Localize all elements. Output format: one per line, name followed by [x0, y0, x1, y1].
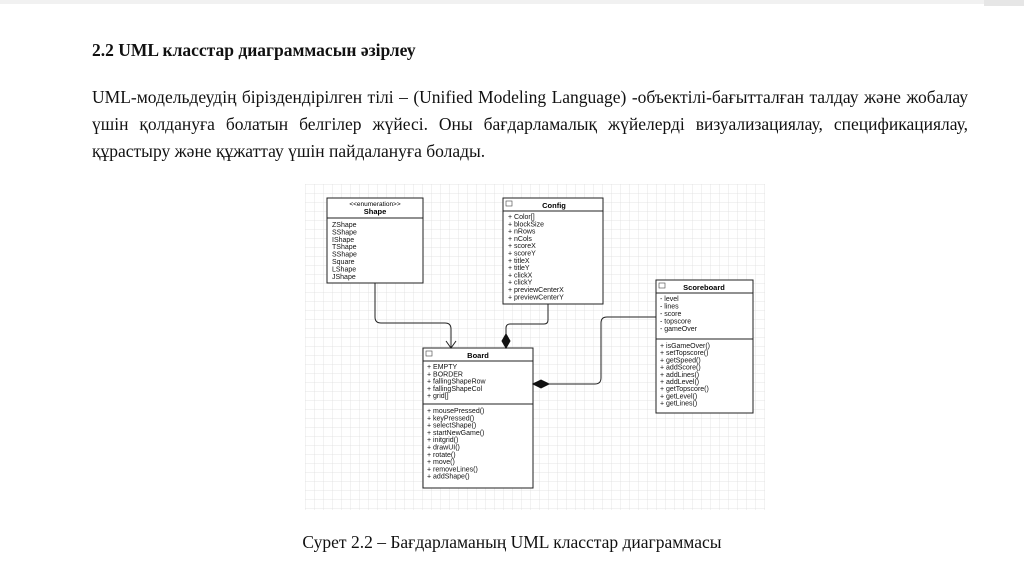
class-method: + selectShape() — [427, 422, 477, 430]
class-attribute: - lines — [660, 303, 679, 311]
class-method: + keyPressed() — [427, 415, 475, 423]
enum-literal: SShape — [332, 251, 357, 259]
corner-tab — [984, 0, 1024, 6]
class-method: + addLines() — [660, 371, 700, 379]
class-method: + getLevel() — [660, 393, 698, 401]
scoreboard-class-name: Scoreboard — [683, 283, 725, 292]
class-attribute: + scoreX — [508, 243, 536, 251]
enum-literal: TShape — [332, 244, 357, 252]
class-method: + getSpeed() — [660, 357, 701, 365]
class-shape — [327, 198, 423, 283]
class-attribute: + scoreY — [508, 250, 536, 258]
class-attribute: + EMPTY — [427, 364, 458, 371]
class-scoreboard — [656, 280, 753, 413]
class-attribute: + blockSize — [508, 221, 544, 229]
class-method: + addShape() — [427, 473, 470, 481]
class-method: + setTopscore() — [660, 350, 709, 358]
enum-literal: Square — [332, 259, 355, 266]
class-method: + removeLines() — [427, 466, 478, 474]
shape-stereotype: <<enumeration>> — [349, 201, 401, 208]
class-method: + isGameOver() — [660, 343, 710, 350]
class-method: + addLevel() — [660, 379, 700, 386]
class-method: + drawUI() — [427, 444, 460, 452]
class-method: + move() — [427, 459, 455, 467]
class-attribute: + nCols — [508, 235, 532, 243]
class-attribute: + clickX — [508, 272, 533, 280]
board-class-name: Board — [467, 351, 489, 360]
enum-literal: SShape — [332, 229, 357, 237]
class-method: + mousePressed() — [427, 408, 485, 415]
class-attribute: + fallingShapeRow — [427, 378, 486, 386]
class-attribute: + clickY — [508, 279, 533, 287]
class-attribute: + grid[] — [427, 393, 449, 401]
class-method: + rotate() — [427, 451, 456, 459]
class-attribute: + previewCenterX — [508, 287, 564, 294]
section-heading: 2.2 UML класстар диаграммасын әзірлеу — [92, 40, 416, 60]
class-method: + getLines() — [660, 400, 698, 408]
figure-caption: Сурет 2.2 – Бағдарламаның UML класстар диаграммасы — [302, 532, 722, 552]
enum-literal: LShape — [332, 266, 357, 274]
top-rule — [0, 0, 1024, 4]
class-method: + getTopscore() — [660, 386, 709, 394]
class-config — [503, 198, 603, 304]
class-attribute: - level — [660, 296, 679, 303]
class-attribute: + BORDER — [427, 371, 463, 379]
shape-class-name: Shape — [363, 207, 387, 216]
enum-literal: IShape — [332, 236, 355, 244]
class-attribute: + titleY — [508, 265, 530, 273]
class-attribute: + titleX — [508, 257, 530, 265]
class-method: + addScore() — [660, 364, 701, 372]
class-attribute: - gameOver — [660, 326, 697, 333]
enum-literal: JShape — [332, 273, 356, 281]
body-paragraph: UML-модельдеудің біріздендірілген тілі – (Unified Modeling Language) -объектілі-бағытталған талдау және жобалау үшін қолдануға болатын белгілер жүйесі. Оны бағдарламалық жүйелерді визуализациялау, спецификациялау, құрастыру және құжаттау үшін пайдалануға болады. — [92, 87, 968, 161]
class-attribute: + Color[] — [508, 214, 535, 221]
class-method: + startNewGame() — [427, 429, 485, 437]
class-board — [423, 348, 533, 488]
class-attribute: + fallingShapeCol — [427, 385, 483, 393]
class-method: + initgrid() — [427, 437, 459, 445]
config-class-name: Config — [542, 201, 566, 210]
class-attribute: - topscore — [660, 318, 692, 326]
class-attribute: + previewCenterY — [508, 294, 564, 302]
uml-class-diagram — [305, 184, 765, 510]
class-attribute: + nRows — [508, 228, 536, 236]
class-attribute: - score — [660, 311, 682, 318]
enum-literal: ZShape — [332, 222, 357, 229]
